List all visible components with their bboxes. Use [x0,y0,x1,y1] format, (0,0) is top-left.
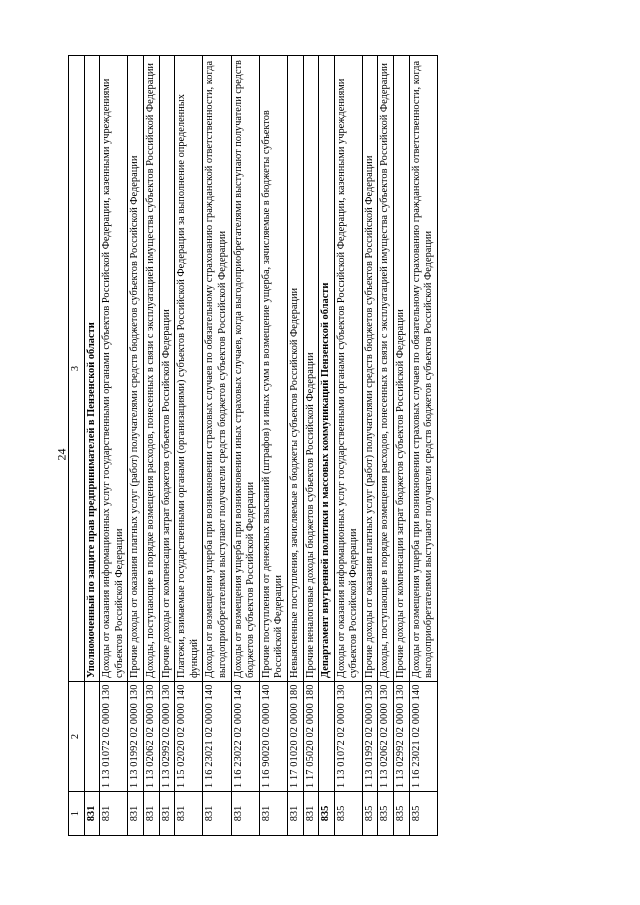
budget-code-cell: 1 13 02992 02 0000 130 [394,682,410,792]
budget-code-cell: 1 17 01020 02 0000 180 [287,682,303,792]
revenue-name-cell: Доходы, поступающие в порядке возмещения расходов, понесенных в связи с эксплуатацией имущества субъектов Российской Федерации [143,56,159,682]
admin-code-cell: 831 [303,792,319,836]
revenue-name-cell: Прочие доходы от компенсации затрат бюджетов субъектов Российской Федерации [159,56,175,682]
budget-code-cell: 1 13 02992 02 0000 130 [159,682,175,792]
table-row [175,56,203,836]
budget-code-cell: 1 16 23021 02 0000 140 [203,682,231,792]
table-row [303,56,319,836]
budget-code-cell: 1 15 02020 02 0000 140 [175,682,203,792]
admin-code-cell: 835 [334,792,362,836]
table-row [394,56,410,836]
revenue-name-cell: Прочие доходы от оказания платных услуг (работ) получателями средств бюджетов субъектов Российской Федерации [362,56,378,682]
table-row [287,56,303,836]
table-row [159,56,175,836]
revenue-table-container [68,56,595,836]
revenue-name-cell: Прочие доходы от компенсации затрат бюджетов субъектов Российской Федерации [394,56,410,682]
revenue-name-cell: Доходы от возмещения ущерба при возникновении страховых случаев по обязательному страхованию гражданской ответственности, когда выгодоприобретателями выступают получатели средств бюджетов субъектов Российской Федерации [409,56,437,682]
revenue-name-cell: Прочие поступления от денежных взысканий (штрафов) и иных сумм в возмещение ущерба, зачисляемые в бюджеты субъектов Российской Федерации [259,56,287,682]
admin-code-cell: 831 [100,792,128,836]
revenue-name-cell: Платежи, взимаемые государственными органами (организациями) субъектов Российской Федерации за выполнение определенных функций [175,56,203,682]
revenue-name-cell: Прочие доходы от оказания платных услуг (работ) получателями средств бюджетов субъектов Российской Федерации [128,56,144,682]
table-row [143,56,159,836]
budget-code-cell [84,682,100,792]
admin-code-cell: 835 [409,792,437,836]
budget-code-cell: 1 13 01072 02 0000 130 [100,682,128,792]
column-header: 3 [69,56,85,682]
admin-code-cell: 831 [143,792,159,836]
revenue-name-cell: Прочие неналоговые доходы бюджетов субъектов Российской Федерации [303,56,319,682]
section-header-row [319,56,335,836]
table-row [334,56,362,836]
table-row [231,56,259,836]
admin-code-cell: 831 [203,792,231,836]
revenue-name-cell: Уполномоченный по защите прав предпринимателей в Пензенской области [84,56,100,682]
admin-code-cell: 835 [378,792,394,836]
table-row [128,56,144,836]
admin-code-cell: 831 [259,792,287,836]
admin-code-cell: 835 [394,792,410,836]
revenue-name-cell: Департамент внутренней политики и массовых коммуникаций Пензенской области [319,56,335,682]
budget-code-cell: 1 13 01992 02 0000 130 [362,682,378,792]
budget-code-cell: 1 17 05020 02 0000 180 [303,682,319,792]
admin-code-cell: 831 [128,792,144,836]
column-header: 1 [69,792,85,836]
table-row [203,56,231,836]
budget-code-cell: 1 13 01992 02 0000 130 [128,682,144,792]
table-row [100,56,128,836]
revenue-name-cell: Доходы от возмещения ущерба при возникновении иных страховых случаев, когда выгодоприобретателями выступают получатели средств бюджетов субъектов Российской Федерации [231,56,259,682]
budget-code-cell: 1 13 02062 02 0000 130 [378,682,394,792]
table-row [409,56,437,836]
revenue-name-cell: Доходы от оказания информационных услуг государственными органами субъектов Российской Федерации, казенными учреждениями субъектов Российской Федерации [334,56,362,682]
table-body [84,56,437,836]
table-row [362,56,378,836]
page-number: 24 [54,448,69,461]
table-row [378,56,394,836]
revenue-name-cell: Доходы от возмещения ущерба при возникновении страховых случаев по обязательному страхованию гражданской ответственности, когда выгодоприобретателями выступают получатели средств бюджетов субъектов Российской Федерации [203,56,231,682]
budget-code-cell: 1 16 23022 02 0000 140 [231,682,259,792]
admin-code-cell: 831 [231,792,259,836]
admin-code-cell: 831 [287,792,303,836]
admin-code-cell: 831 [159,792,175,836]
budget-code-cell [319,682,335,792]
revenue-classification-table [68,55,438,836]
admin-code-cell: 831 [84,792,100,836]
admin-code-cell: 835 [362,792,378,836]
revenue-name-cell: Доходы, поступающие в порядке возмещения расходов, понесенных в связи с эксплуатацией имущества субъектов Российской Федерации [378,56,394,682]
revenue-name-cell: Невыясненные поступления, зачисляемые в бюджеты субъектов Российской Федерации [287,56,303,682]
table-row [259,56,287,836]
admin-code-cell: 831 [175,792,203,836]
revenue-name-cell: Доходы от оказания информационных услуг государственными органами субъектов Российской Федерации, казенными учреждениями субъектов Российской Федерации [100,56,128,682]
section-header-row [84,56,100,836]
column-header: 2 [69,682,85,792]
budget-code-cell: 1 16 90020 02 0000 140 [259,682,287,792]
admin-code-cell: 835 [319,792,335,836]
table-header-row [69,56,85,836]
budget-code-cell: 1 13 01072 02 0000 130 [334,682,362,792]
budget-code-cell: 1 13 02062 02 0000 130 [143,682,159,792]
budget-code-cell: 1 16 23021 02 0000 140 [409,682,437,792]
